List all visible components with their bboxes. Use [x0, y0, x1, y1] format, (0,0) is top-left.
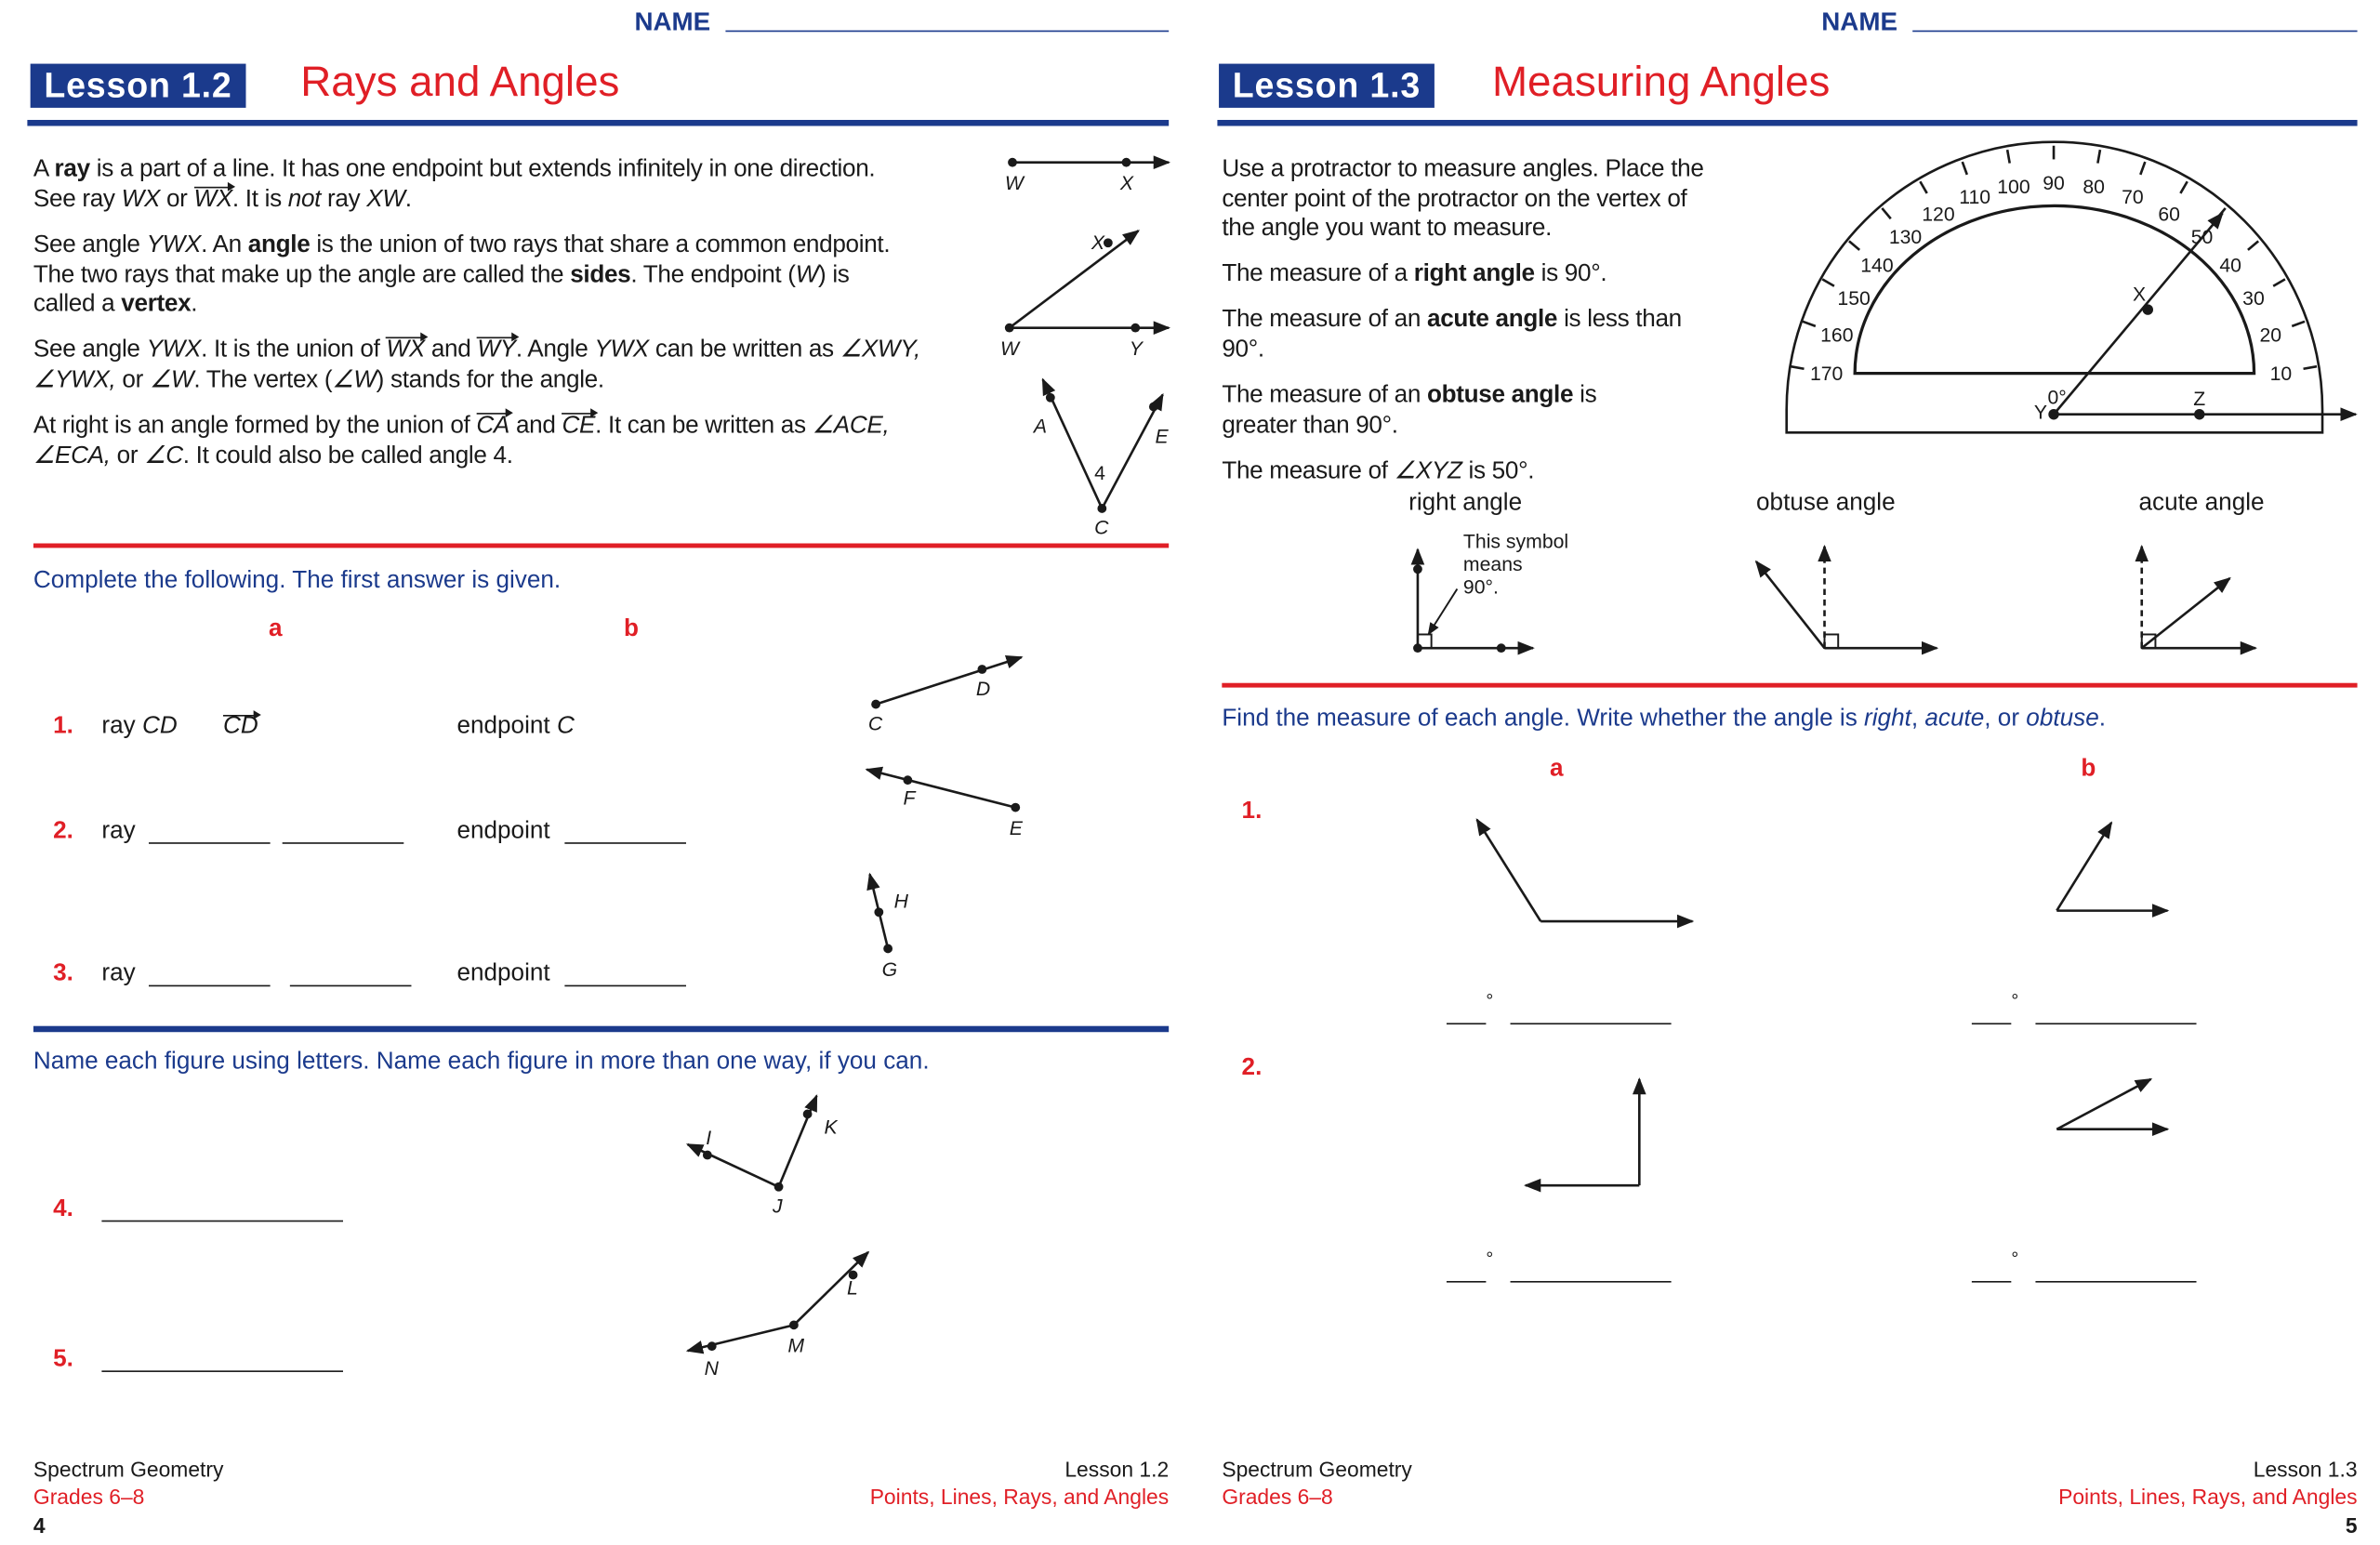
endpoint-value: C: [556, 713, 575, 740]
protractor-label: 170: [1809, 363, 1844, 386]
ray-ce: [1102, 395, 1162, 508]
text: . Angle: [515, 337, 595, 363]
protractor-label: 70: [2122, 187, 2144, 209]
protractor-tick: [1849, 241, 1859, 249]
text: is greater than 90°.: [1222, 382, 1597, 439]
instruction-name-figures: Name each figure using letters. Name each figure in more than one way, if you can.: [33, 1049, 930, 1075]
text: or: [160, 186, 194, 212]
footer-chapter: Points, Lines, Rays, and Angles: [869, 1484, 1170, 1509]
italic-text: W: [795, 261, 819, 288]
endpoint-label: endpoint: [456, 818, 550, 844]
column-b-header: b: [2081, 756, 2096, 782]
italic-text: ∠XWY, ∠YWX,: [33, 337, 920, 393]
text: or: [115, 366, 150, 393]
italic-text: YWX: [146, 337, 202, 363]
bold-term: angle: [247, 231, 311, 258]
italic-text: ∠XYZ: [1394, 458, 1462, 484]
point-labels: [705, 173, 2206, 1380]
text: . The vertex (: [193, 366, 333, 393]
degree-sign: °: [2011, 1248, 2019, 1269]
ray-cd: [876, 657, 1022, 705]
name-label: NAME: [634, 7, 711, 37]
footer-grades: Grades 6–8: [1222, 1484, 1333, 1509]
italic-text: WX: [121, 186, 161, 212]
protractor-tick: [2248, 241, 2258, 249]
ray-name: CD: [141, 713, 178, 740]
name-label: NAME: [1821, 7, 1897, 37]
text: , or: [1984, 706, 2027, 732]
footer-book: Spectrum Geometry: [33, 1457, 224, 1482]
protractor-label: 50: [2190, 227, 2214, 249]
text: .: [2098, 706, 2107, 732]
instruction-complete: Complete the following. The first answer is given.: [33, 567, 562, 594]
ray-label: ray: [101, 960, 136, 987]
label-c: C: [867, 713, 883, 735]
text: . It can be written as: [595, 413, 813, 439]
row-number: 1.: [1241, 798, 1263, 825]
text: Use a protractor to measure angles. Place the center point of the protractor on the vertex of the angle you want to measure.: [1222, 156, 1704, 242]
ray-mn: [688, 1325, 794, 1351]
label-d: D: [975, 678, 991, 700]
row-number: 1.: [53, 713, 73, 740]
note-line: This symbol: [1462, 529, 1569, 553]
text: is 50°.: [1461, 458, 1535, 484]
italic-text: YWX: [594, 337, 649, 363]
italic-text: XW: [366, 186, 405, 212]
endpoint-label: endpoint: [456, 960, 550, 987]
protractor-label: 110: [1959, 187, 1991, 209]
label-e: E: [1009, 817, 1023, 839]
bold-term: sides: [570, 261, 631, 288]
degree-sign: °: [1486, 989, 1494, 1011]
label-y: Y: [1129, 338, 1143, 361]
text: and: [509, 413, 562, 439]
label-l: L: [847, 1277, 858, 1300]
ray-ji: [688, 1144, 779, 1187]
footer-lesson: Lesson 1.3: [2253, 1457, 2358, 1482]
protractor-label: 140: [1860, 255, 1894, 277]
degree-sign: °: [2011, 989, 2019, 1011]
label-zero-degrees: 0°: [2047, 387, 2067, 409]
protractor-tick: [2140, 162, 2145, 175]
obtuse-ray: [1756, 561, 1824, 648]
protractor-tick: [2180, 181, 2187, 193]
note-line: means: [1462, 552, 1523, 575]
label-i: I: [706, 1128, 712, 1150]
footer-lesson: Lesson 1.2: [1064, 1457, 1170, 1482]
protractor-label: 30: [2242, 288, 2265, 310]
text: The measure of a: [1222, 260, 1414, 287]
lesson-title: Measuring Angles: [1491, 58, 1831, 105]
page-number: 5: [2345, 1512, 2358, 1538]
italic-text: ∠C: [144, 442, 183, 469]
ray-notation: CE: [562, 411, 596, 441]
protractor-tick: [1822, 279, 1834, 285]
ray-notation: WX: [386, 336, 424, 365]
text: . It could also be called angle 4.: [182, 442, 513, 469]
protractor-label: 40: [2219, 255, 2241, 277]
footer-grades: Grades 6–8: [33, 1484, 145, 1509]
degree-sign: °: [1486, 1248, 1494, 1269]
text: The measure of: [1222, 458, 1395, 484]
protractor-label: 100: [1997, 176, 2030, 198]
bold-term: obtuse angle: [1426, 382, 1574, 409]
text: is less than 90°.: [1222, 306, 1682, 363]
protractor-label: 60: [2158, 204, 2180, 226]
note-arrow: [1428, 588, 1457, 634]
label-x: X: [2132, 284, 2147, 306]
text: . The endpoint (: [630, 261, 796, 288]
text: .: [191, 291, 198, 318]
label-g: G: [881, 958, 898, 981]
row-number: 4.: [53, 1195, 73, 1222]
text: A: [33, 156, 55, 182]
text: is 90°.: [1534, 260, 1607, 287]
ray-notation: WX: [194, 184, 232, 214]
column-b-header: b: [624, 615, 640, 642]
label-h: H: [893, 891, 908, 913]
text: The measure of an: [1222, 306, 1427, 333]
protractor-tick: [2292, 322, 2305, 326]
text: ,: [1911, 706, 1925, 732]
label-f: F: [903, 787, 916, 810]
text: . It is: [231, 186, 288, 212]
row-number: 3.: [53, 960, 73, 987]
bold-term: right angle: [1413, 260, 1535, 287]
italic-text: acute: [1924, 706, 1985, 732]
text: . It is the union of: [201, 337, 387, 363]
page-number: 4: [33, 1512, 46, 1538]
row-number: 2.: [53, 818, 73, 844]
text: .: [404, 186, 412, 212]
label-m: M: [787, 1335, 805, 1357]
bold-term: ray: [54, 156, 90, 182]
ray-ef: [866, 770, 1015, 808]
protractor-tick: [1791, 366, 1804, 369]
ray-notation: WY: [477, 336, 515, 365]
ray-wx-angle: [1010, 231, 1139, 327]
text: and: [424, 337, 478, 363]
label-k: K: [824, 1116, 838, 1139]
text: See angle: [33, 231, 147, 258]
label-w: W: [1004, 173, 1024, 195]
protractor-tick: [2273, 279, 2285, 285]
footer-book: Spectrum Geometry: [1222, 1457, 1412, 1482]
text: ) is called a: [33, 261, 850, 318]
label-x: X: [1119, 173, 1134, 195]
italic-text: ∠W: [332, 366, 377, 393]
protractor-tick: [1803, 322, 1816, 326]
label-w: W: [999, 338, 1019, 361]
protractor-label: 20: [2259, 324, 2282, 347]
label-right-angle: right angle: [1408, 490, 1523, 517]
angle-1b-side: [2056, 823, 2111, 911]
italic-text: ∠ACE, ∠ECA,: [33, 413, 890, 469]
bold-term: acute angle: [1426, 306, 1558, 333]
protractor-tick: [1882, 208, 1890, 218]
protractor-label: 160: [1820, 324, 1854, 347]
row-number: 5.: [53, 1346, 73, 1372]
text: ray: [321, 186, 367, 212]
label-e: E: [1155, 426, 1169, 448]
protractor-tick: [2007, 150, 2010, 163]
protractor-label: 120: [1922, 204, 1955, 226]
ray-label: ray: [101, 713, 136, 740]
text: is a part of a line. It has one endpoint but extends infinitely in one direction. See ray: [33, 156, 876, 212]
lesson-title: Rays and Angles: [300, 58, 620, 105]
text: can be written as: [648, 337, 840, 363]
lesson-badge: Lesson 1.2: [31, 64, 246, 108]
protractor-tick: [2097, 150, 2100, 163]
text: is the union of two rays that share a common endpoint. The two rays that make up the angle are called the: [33, 231, 891, 288]
label-obtuse-angle: obtuse angle: [1756, 490, 1896, 517]
italic-text: right: [1864, 706, 1911, 732]
angle-1a-side: [1477, 820, 1541, 921]
protractor-label: 130: [1888, 227, 1923, 249]
protractor-label: 10: [2269, 363, 2293, 386]
protractor-tick: [1920, 181, 1926, 193]
label-c: C: [1094, 517, 1109, 539]
protractor-label: 80: [2082, 176, 2105, 198]
label-x: X: [1091, 231, 1105, 254]
ray-jk: [779, 1096, 817, 1187]
bold-term: vertex: [121, 291, 192, 318]
text: See angle: [33, 337, 147, 363]
italic-text: YWX: [146, 231, 202, 258]
label-j: J: [773, 1195, 783, 1218]
column-a-header: a: [268, 615, 283, 642]
points: [703, 158, 2205, 1351]
angle-2b-side: [2056, 1079, 2150, 1129]
ray-notation: CA: [476, 411, 509, 441]
label-n: N: [704, 1358, 719, 1380]
protractor-label: 90: [2043, 173, 2065, 195]
text: At right is an angle formed by the union of: [33, 413, 477, 439]
footer-chapter: Points, Lines, Rays, and Angles: [2058, 1484, 2358, 1509]
label-a: A: [1033, 416, 1048, 438]
italic-text: obtuse: [2026, 706, 2099, 732]
right-angle-symbol: [1825, 634, 1839, 648]
label-z: Z: [2193, 388, 2206, 410]
lesson-badge: Lesson 1.3: [1219, 64, 1435, 108]
italic-text: ∠W: [149, 366, 194, 393]
italic-text: not: [287, 186, 322, 212]
label-y: Y: [2033, 402, 2047, 424]
endpoint-label: endpoint: [456, 713, 550, 740]
text: . An: [201, 231, 248, 258]
text: or: [110, 442, 145, 469]
ray-symbol-text: CD: [223, 713, 258, 740]
column-a-header: a: [1549, 756, 1564, 782]
label-acute-angle: acute angle: [2138, 490, 2265, 517]
protractor-tick: [2304, 366, 2317, 369]
protractor-label: 150: [1837, 288, 1871, 310]
protractor-tick: [1963, 162, 1967, 175]
text: The measure of an: [1222, 382, 1427, 409]
text: Find the measure of each angle. Write whether the angle is: [1222, 706, 1865, 732]
ray-label: ray: [101, 818, 136, 844]
label-angle-4: 4: [1094, 462, 1105, 484]
row-number: 2.: [1241, 1054, 1263, 1081]
text: ) stands for the angle.: [376, 366, 604, 393]
note-line: 90°.: [1462, 574, 1499, 599]
